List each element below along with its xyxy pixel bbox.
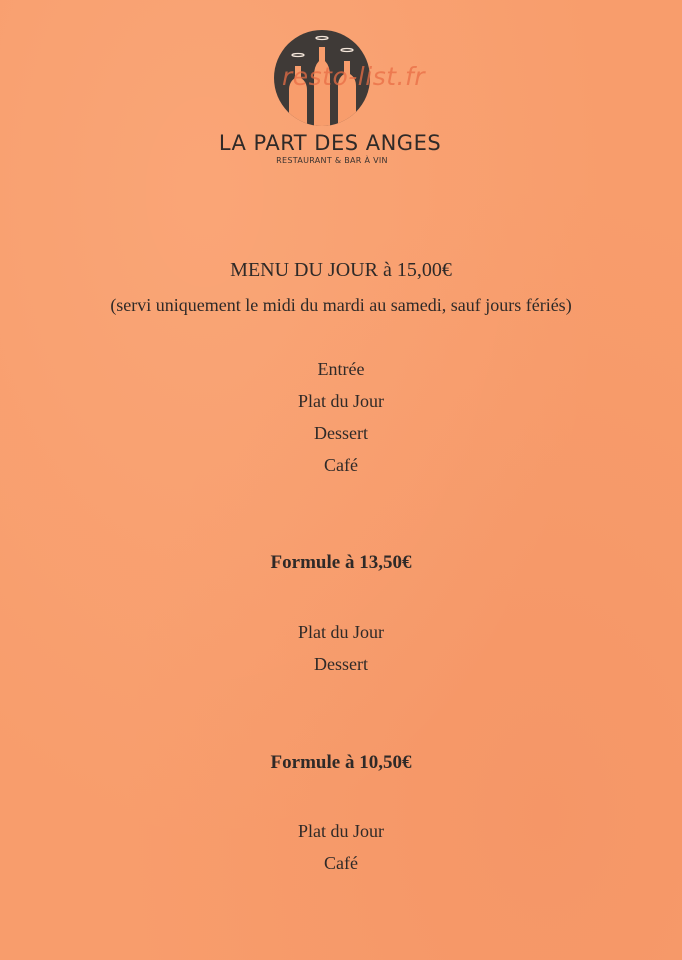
formule-1-item-dessert: Dessert: [314, 654, 368, 674]
formule-1-title: Formule à 13,50€: [270, 552, 412, 573]
menu-item-cafe: Café: [324, 455, 358, 475]
menu-item-plat: Plat du Jour: [297, 391, 384, 411]
brand-name: LA PART DES ANGES: [218, 131, 442, 155]
formule-2-item-cafe: Café: [324, 853, 358, 873]
menu-item-entree: Entrée: [317, 359, 365, 379]
watermark-text: resto-list.fr: [282, 62, 426, 91]
menu-du-jour-title: MENU DU JOUR à 15,00€: [230, 259, 452, 281]
brand-tagline: RESTAURANT & BAR À VIN: [276, 156, 388, 165]
formule-2-title: Formule à 10,50€: [270, 752, 412, 773]
formule-1-item-plat: Plat du Jour: [297, 622, 384, 642]
menu-du-jour-note: (servi uniquement le midi du mardi au samedi, sauf jours fériés): [110, 295, 572, 315]
formule-2-item-plat: Plat du Jour: [297, 821, 384, 841]
menu-item-dessert: Dessert: [314, 423, 368, 443]
